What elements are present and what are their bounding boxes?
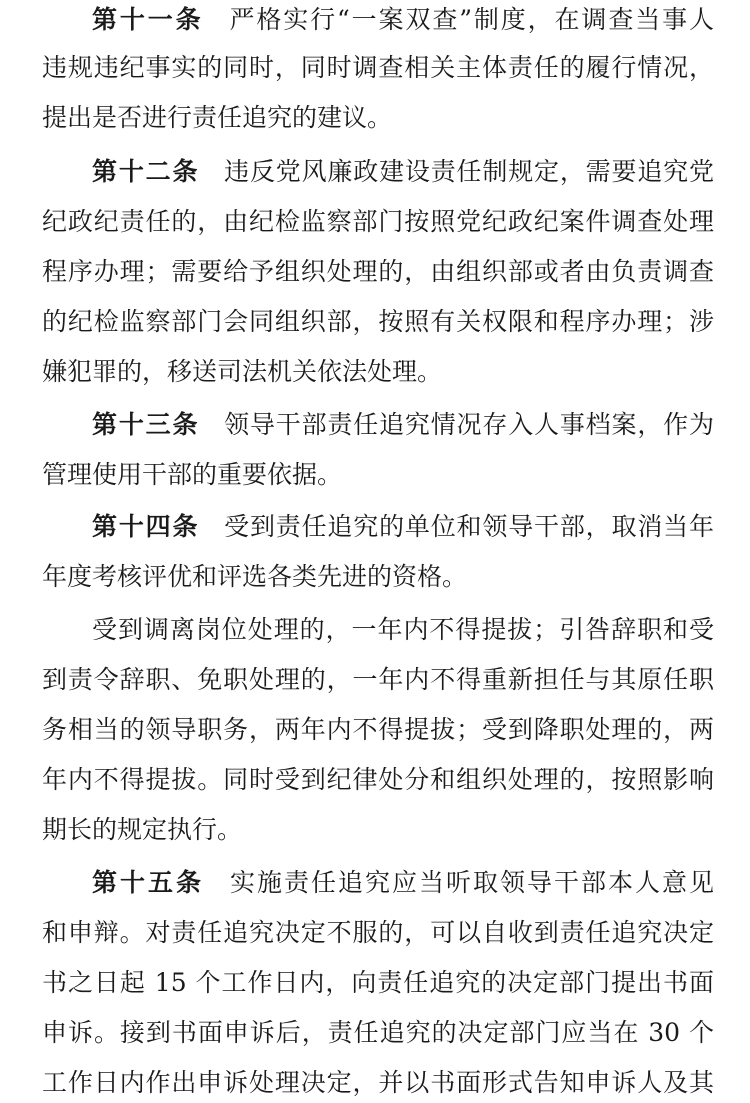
paragraph-line: 到责令辞职、免职处理的，一年内不得重新担任与其原任职 (42, 665, 714, 694)
paragraph-line: 和申辩。对责任追究决定不服的，可以自收到责任追究决定 (42, 918, 714, 947)
paragraph-line: 嫌犯罪的，移送司法机关依法处理。 (42, 357, 443, 386)
article-11-text: 严格实行“一案双查”制度，在调查当事人 (227, 5, 714, 34)
article-12-label: 第十二条 (92, 157, 200, 186)
paragraph-line: 工作日内作出申诉处理决定，并以书面形式告知申诉人及其 (42, 1068, 714, 1097)
article-11-label: 第十一条 (92, 5, 204, 34)
article-14-line-1 (92, 507, 714, 547)
paragraph-line: 受到调离岗位处理的，一年内不得提拔；引咎辞职和受 (92, 615, 714, 644)
paragraph-line: 年内不得提拔。同时受到纪律处分和组织处理的，按照影响 (42, 765, 714, 794)
article-12-text: 违反党风廉政建设责任制规定，需要追究党 (223, 157, 714, 186)
article-15-label: 第十五条 (92, 868, 204, 897)
paragraph-line: 年度考核评优和评选各类先进的资格。 (42, 562, 468, 591)
article-12-line-1 (92, 152, 714, 192)
paragraph-line: 书之日起 15 个工作日内，向责任追究的决定部门提出书面 (42, 968, 714, 997)
paragraph-line: 务相当的领导职务，两年内不得提拔；受到降职处理的，两 (42, 715, 714, 744)
article-13-line-1 (92, 405, 714, 445)
article-13-text: 领导干部责任追究情况存入人事档案，作为 (223, 410, 714, 439)
article-14-label: 第十四条 (92, 512, 200, 541)
paragraph-line: 的纪检监察部门会同组织部，按照有关权限和程序办理；涉 (42, 307, 714, 336)
paragraph-line: 期长的规定执行。 (42, 815, 243, 844)
paragraph-line: 违规违纪事实的同时，同时调查相关主体责任的履行情况， (42, 53, 714, 82)
article-14-text: 受到责任追究的单位和领导干部，取消当年 (223, 512, 714, 541)
paragraph-line: 程序办理；需要给予组织处理的，由组织部或者由负责调查 (42, 257, 714, 286)
paragraph-line: 申诉。接到书面申诉后，责任追究的决定部门应当在 30 个 (42, 1018, 714, 1047)
article-15-text: 实施责任追究应当听取领导干部本人意见 (228, 868, 714, 897)
paragraph-line: 管理使用干部的重要依据。 (42, 460, 343, 489)
article-13-label: 第十三条 (92, 410, 200, 439)
paragraph-line: 纪政纪责任的，由纪检监察部门按照党纪政纪案件调查处理 (42, 207, 714, 236)
article-11-line-1 (92, 0, 714, 40)
article-15-line-1 (92, 863, 714, 903)
paragraph-line: 提出是否进行责任追究的建议。 (42, 103, 393, 132)
